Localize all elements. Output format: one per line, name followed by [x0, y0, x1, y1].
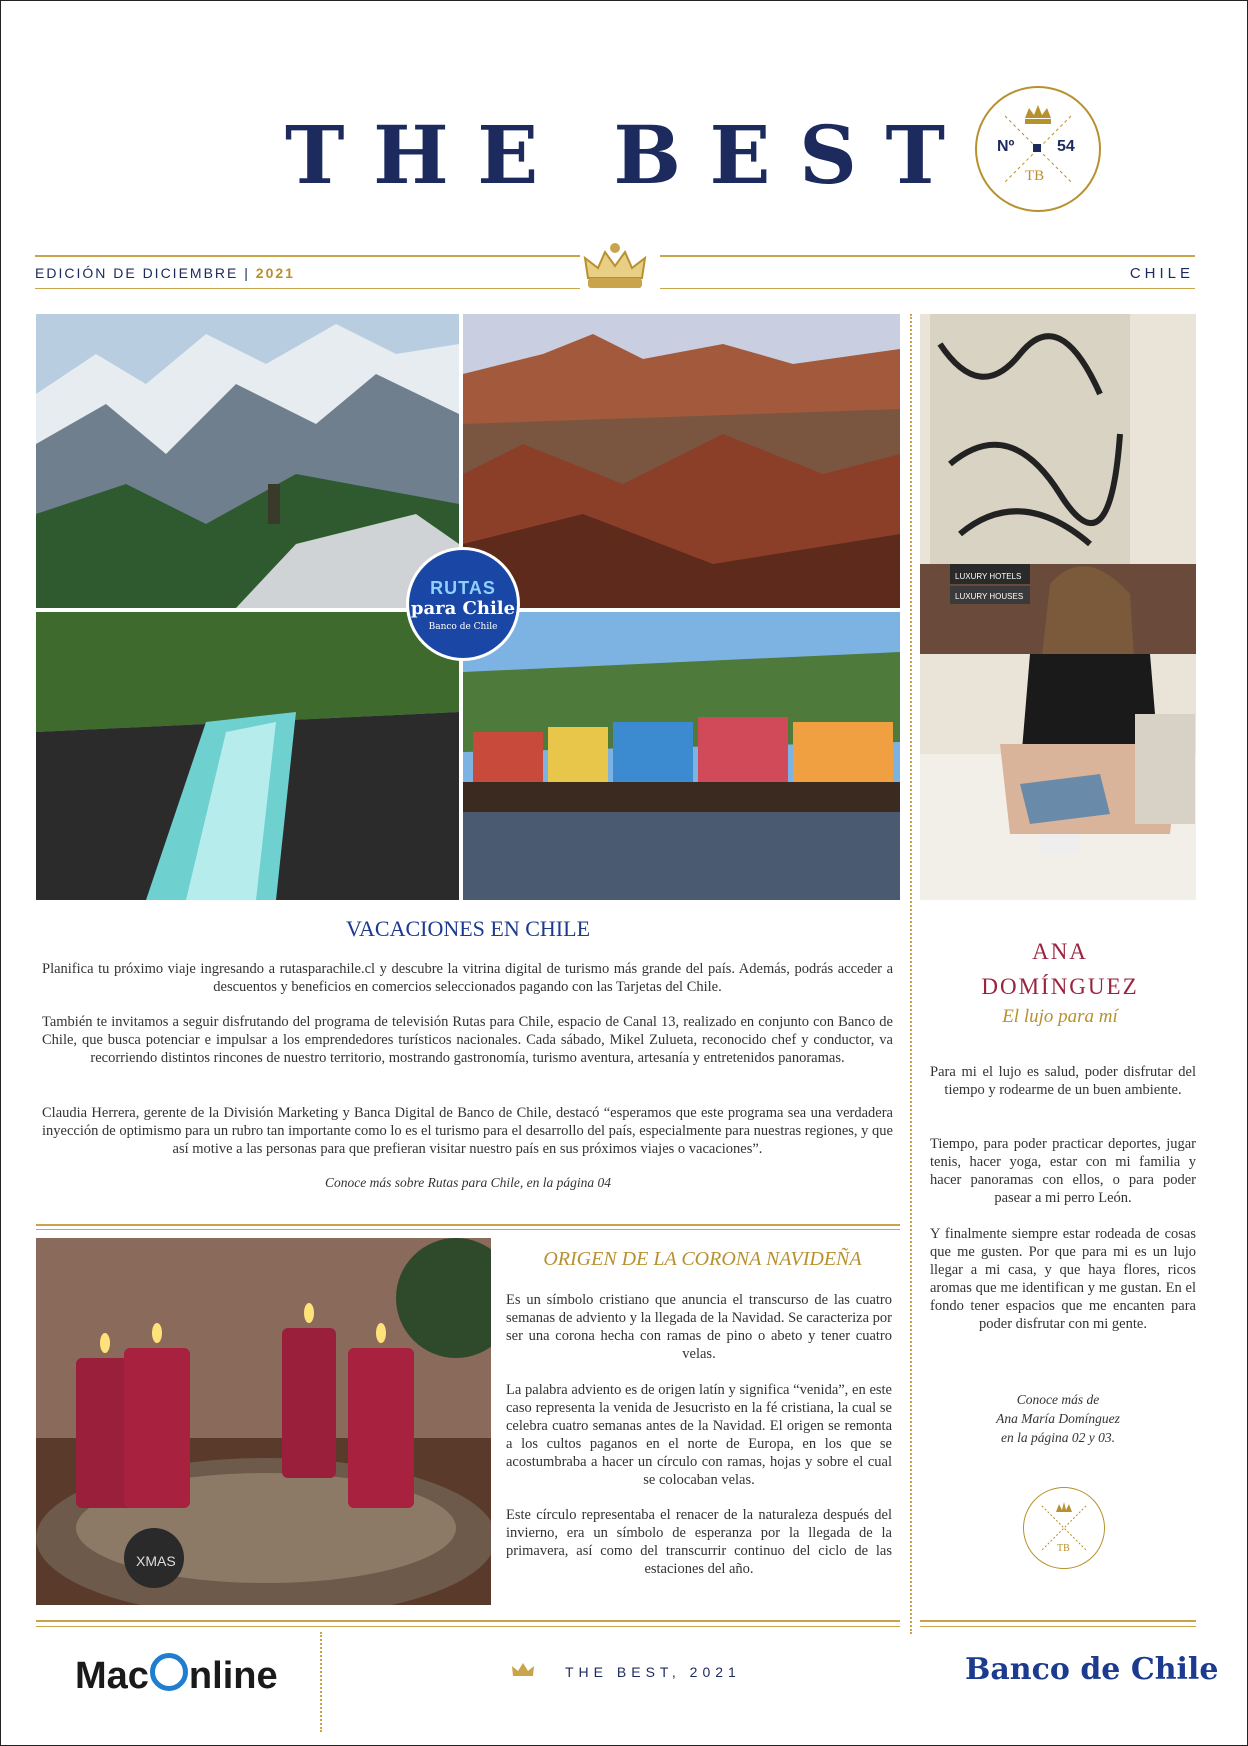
photo-ana-dominguez [920, 314, 1196, 900]
bottom-rule-left [35, 288, 580, 289]
bottom-rule-right [660, 288, 1195, 289]
seal-initials: TB [1025, 168, 1045, 184]
sidebar-p3: Y finalmente siempre estar rodeada de cosas que me gusten. Por que para mi es un lujo llegar a mi casa, y que haya flores, ricos aromas que me identifican y me gustan. En el fondo tener espacios que me encanten para poder disfrutar con mi gente. [930, 1226, 1196, 1332]
article-vacaciones-p3: Claudia Herrera, gerente de la División Marketing y Banca Digital de Banco de Chile, destacó “esperamos que este programa sea una verdadera inyección de optimismo para un rubro tan importante como lo es el turismo para el desarrollo del país, especialmente para nuestras regiones, y que así motive a las personas para que prefieran visitar nuestro país en sus próximos viajes o vacaciones”. [42, 1105, 893, 1157]
article-corona-p1: Es un símbolo cristiano que anuncia el transcurso de las cuatro semanas de adviento y la llegada de la Navidad. Se caracteriza por ser una corona hecha con ramas de pino o abeto y tener cuatro velas. [506, 1292, 892, 1362]
footer-rule-c [920, 1620, 1196, 1622]
xmas-tag-label: XMAS [136, 1553, 176, 1569]
sidebar-p2: Tiempo, para poder practicar deportes, jugar tenis, hacer yoga, estar con mi familia y hacer panoramas con ellos, o para poder pasear a mi perro León. [930, 1136, 1196, 1206]
rutas-para-chile-badge: RUTAS para Chile Banco de Chile [409, 550, 517, 658]
footer-divider-left [320, 1632, 322, 1732]
top-rule-left [35, 255, 580, 257]
book-luxury-hotels: LUXURY HOTELS [955, 572, 1022, 581]
edition-country: CHILE [1129, 265, 1194, 282]
sidebar-p1: Para mi el lujo es salud, poder disfrutar del tiempo y rodearme de un buen ambiente. [930, 1064, 1196, 1098]
sidebar-subtitle: El lujo para mí [1002, 1006, 1118, 1027]
article-corona-p3: Este círculo representaba el renacer de la naturaleza después del invierno, era un símbolo de esperanza por la llegada de la primavera, así como del transcurrir continuo del ciclo de las estaciones del año. [506, 1507, 892, 1577]
banco-de-chile-logo: Banco de Chile [965, 1652, 1219, 1687]
article-corona-title: ORIGEN DE LA CORONA NAVIDEÑA [543, 1248, 862, 1270]
edition-label: EDICIÓN DE DICIEMBRE | 2021 [35, 265, 295, 281]
article-vacaciones-note: Conoce más sobre Rutas para Chile, en la página 04 [325, 1175, 611, 1190]
mid-rule-b [36, 1229, 900, 1230]
sidebar-name: ANA DOMÍNGUEZ [981, 939, 1139, 999]
photo-mountains [36, 314, 459, 608]
crown-icon [580, 240, 650, 300]
seal-cross-icon [977, 88, 1099, 210]
masthead-title: T H E B E S T [285, 108, 945, 202]
footer-rule-a [36, 1620, 900, 1622]
photo-river [36, 612, 459, 900]
photo-advent-wreath [36, 1238, 491, 1605]
power-icon [150, 1653, 188, 1691]
photo-stilt-houses [463, 612, 900, 900]
footer-crown-icon [510, 1660, 536, 1685]
sidebar-note: Conoce más de Ana María Domínguez en la página 02 y 03. [996, 1392, 1120, 1445]
footer-rule-b [36, 1626, 900, 1627]
footer-rule-d [920, 1626, 1196, 1627]
photo-desert-valley [463, 314, 900, 608]
article-corona-p2: La palabra adviento es de origen latín y significa “venida”, en este caso representa la venida de Jesucristo en la fé cristiana, la cual se celebra cuatro semanas antes de la Navidad. El origen se remonta a los cultos paganos en el norte de Europa, en los que se acostumbraba a hacer un círculo con ramas, hojas y sobre el cual se colocaban velas. [506, 1382, 892, 1488]
issue-seal [975, 86, 1101, 212]
article-vacaciones-p1: Planifica tu próximo viaje ingresando a rutasparachile.cl y descubre la vitrina digital de turismo más grande del país. Además, podrás acceder a descuentos y beneficios en comercios seleccionados pagando con las Tarjetas del Chile. [42, 961, 893, 995]
article-vacaciones-title: VACACIONES EN CHILE [345, 916, 591, 941]
book-luxury-houses: LUXURY HOUSES [955, 592, 1024, 601]
small-seal-cross-icon [1024, 1488, 1104, 1568]
top-rule-right [660, 255, 1195, 257]
article-vacaciones-p2: También te invitamos a seguir disfrutando del programa de televisión Rutas para Chile, espacio de Canal 13, realizado en conjunto con Banco de Chile, que busca potenciar e impulsar a los emprendedores turísticos nacionales. Cada sábado, Mikel Zulueta, reconocido chef y conductor, va recorriendo distintos rincones de nuestro territorio, mostrando gastronomía, turismo aventura, artesanía y entretenidos panoramas. [42, 1014, 893, 1066]
seal-no: Nº [997, 138, 1015, 155]
mid-rule-a [36, 1224, 900, 1226]
footer-title: THE BEST, 2021 [565, 1664, 741, 1680]
small-seal: TB [1023, 1487, 1105, 1569]
column-divider [910, 314, 912, 1634]
maconline-logo: Mac nline [75, 1655, 278, 1697]
seal-number: 54 [1057, 138, 1075, 155]
